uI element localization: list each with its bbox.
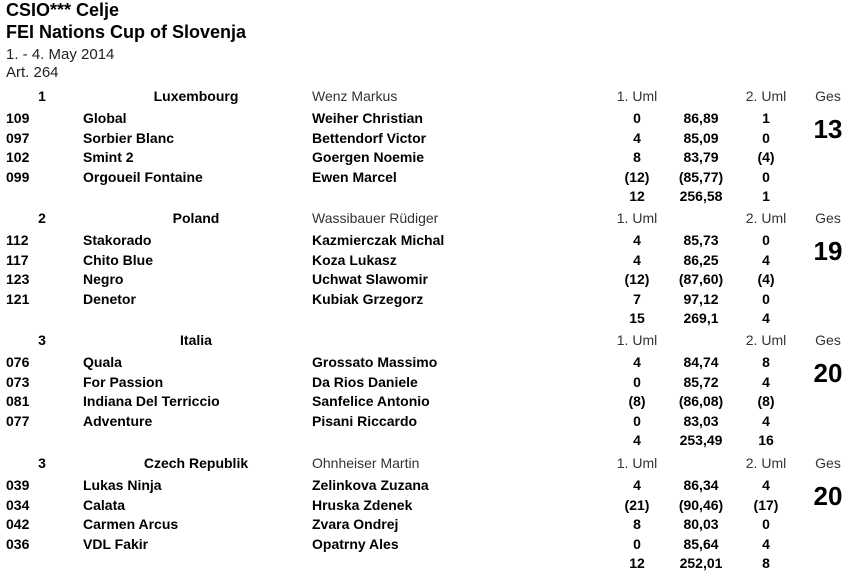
total-label: Ges bbox=[815, 455, 841, 471]
chef-d-equipe: Ohnheiser Martin bbox=[312, 455, 420, 471]
horse-name: Lukas Ninja bbox=[83, 477, 162, 493]
team-country: Poland bbox=[172, 210, 220, 226]
round2-faults: 4 bbox=[762, 373, 770, 390]
round1-faults: (12) bbox=[624, 271, 650, 288]
team-rank: 2 bbox=[38, 210, 46, 226]
round1-time: 83,03 bbox=[683, 412, 719, 429]
round1-faults: (12) bbox=[624, 168, 650, 185]
round2-faults: (4) bbox=[757, 149, 775, 166]
round2-faults: 1 bbox=[762, 110, 770, 126]
rider-number: 039 bbox=[6, 477, 30, 493]
horse-name: Carmen Arcus bbox=[83, 516, 179, 533]
rider-number: 077 bbox=[6, 412, 30, 429]
competition-title: FEI Nations Cup of Slovenja bbox=[6, 22, 247, 42]
rider-name: Zelinkova Zuzana bbox=[312, 477, 429, 493]
rider-name: Zvara Ondrej bbox=[312, 516, 399, 533]
round1-faults: 4 bbox=[633, 232, 641, 248]
rider-number: 034 bbox=[6, 496, 30, 513]
event-dates: 1. - 4. May 2014 bbox=[6, 46, 115, 63]
rider-number: 121 bbox=[6, 290, 30, 307]
round2-faults: (4) bbox=[757, 271, 775, 288]
round1-time: 85,72 bbox=[683, 373, 719, 390]
round1-label: 1. Uml bbox=[616, 332, 658, 348]
rider-name: Sanfelice Antonio bbox=[312, 393, 430, 410]
round1-faults: 0 bbox=[633, 373, 641, 390]
article-number: Art. 264 bbox=[6, 64, 59, 81]
horse-name: Chito Blue bbox=[83, 251, 153, 268]
round2-faults: 0 bbox=[762, 168, 770, 185]
team-sum-round2: 4 bbox=[762, 310, 770, 327]
team-country: Czech Republik bbox=[143, 455, 249, 471]
team-sum-time: 252,01 bbox=[679, 555, 723, 572]
round2-label: 2. Uml bbox=[745, 210, 787, 226]
round2-faults: (8) bbox=[757, 393, 775, 410]
horse-name: Calata bbox=[83, 496, 126, 513]
team-total: 13 bbox=[813, 114, 843, 144]
round2-faults: (17) bbox=[753, 496, 779, 513]
team-country: Luxembourg bbox=[153, 88, 239, 104]
round2-label: 2. Uml bbox=[745, 88, 787, 104]
team-sum-round2: 16 bbox=[758, 432, 774, 449]
round2-faults: 8 bbox=[762, 354, 770, 370]
rider-name: Kubiak Grzegorz bbox=[312, 290, 424, 307]
rider-name: Opatrny Ales bbox=[312, 535, 399, 552]
team-country: Italia bbox=[180, 332, 212, 348]
horse-name: Smint 2 bbox=[83, 149, 134, 166]
rider-name: Kazmierczak Michal bbox=[312, 232, 445, 248]
round2-faults: 0 bbox=[762, 232, 770, 248]
round1-time: 85,73 bbox=[683, 232, 719, 248]
event-title: CSIO*** Celje bbox=[6, 0, 120, 20]
horse-name: Denetor bbox=[83, 290, 136, 307]
round1-time: 84,74 bbox=[683, 354, 719, 370]
team-rank: 3 bbox=[38, 455, 46, 471]
round1-time: (86,08) bbox=[678, 393, 724, 410]
rider-name: Bettendorf Victor bbox=[312, 129, 427, 146]
horse-name: Indiana Del Terriccio bbox=[83, 393, 220, 410]
round2-faults: 4 bbox=[762, 477, 770, 493]
horse-name: Negro bbox=[83, 271, 124, 288]
rider-number: 102 bbox=[6, 149, 30, 166]
rider-number: 081 bbox=[6, 393, 30, 410]
team-total: 20 bbox=[813, 358, 843, 388]
round1-time: 83,79 bbox=[683, 149, 719, 166]
team-sum-round1: 12 bbox=[629, 188, 645, 205]
round1-label: 1. Uml bbox=[616, 210, 658, 226]
team-total: 20 bbox=[813, 481, 843, 511]
horse-name: Quala bbox=[83, 354, 122, 370]
team-rank: 3 bbox=[38, 332, 46, 348]
round2-faults: 0 bbox=[762, 290, 770, 307]
round1-faults: 0 bbox=[633, 412, 641, 429]
team-sum-round1: 12 bbox=[629, 555, 645, 572]
rider-number: 117 bbox=[6, 251, 29, 268]
round1-time: 86,89 bbox=[683, 110, 719, 126]
rider-number: 042 bbox=[6, 516, 30, 533]
total-label: Ges bbox=[815, 88, 841, 104]
rider-name: Pisani Riccardo bbox=[312, 412, 418, 429]
round1-label: 1. Uml bbox=[616, 88, 658, 104]
rider-number: 112 bbox=[6, 232, 29, 248]
round1-faults: 0 bbox=[633, 535, 641, 552]
round2-faults: 4 bbox=[762, 412, 770, 429]
round1-time: 80,03 bbox=[683, 516, 719, 533]
round1-time: 86,34 bbox=[683, 477, 719, 493]
round1-faults: 4 bbox=[633, 354, 641, 370]
rider-name: Koza Lukasz bbox=[312, 251, 397, 268]
round1-time: (90,46) bbox=[678, 496, 724, 513]
horse-name: VDL Fakir bbox=[83, 535, 149, 552]
team-sum-time: 253,49 bbox=[679, 432, 723, 449]
team-sum-round1: 15 bbox=[629, 310, 645, 327]
rider-name: Weiher Christian bbox=[312, 110, 423, 126]
round1-faults: 4 bbox=[633, 129, 641, 146]
round1-label: 1. Uml bbox=[616, 455, 658, 471]
rider-number: 073 bbox=[6, 373, 30, 390]
rider-number: 123 bbox=[6, 271, 30, 288]
total-label: Ges bbox=[815, 210, 841, 226]
round1-faults: 0 bbox=[633, 110, 641, 126]
chef-d-equipe: Wassibauer Rüdiger bbox=[312, 210, 439, 226]
round1-time: (85,77) bbox=[678, 168, 724, 185]
rider-name: Goergen Noemie bbox=[312, 149, 425, 166]
round1-time: (87,60) bbox=[678, 271, 724, 288]
team-sum-round2: 8 bbox=[762, 555, 770, 572]
round2-faults: 4 bbox=[762, 535, 770, 552]
round1-faults: (21) bbox=[624, 496, 650, 513]
round1-faults: (8) bbox=[628, 393, 646, 410]
horse-name: Global bbox=[83, 110, 127, 126]
round1-time: 97,12 bbox=[683, 290, 719, 307]
round1-faults: 7 bbox=[633, 290, 641, 307]
horse-name: Sorbier Blanc bbox=[83, 129, 175, 146]
round1-faults: 8 bbox=[633, 516, 641, 533]
horse-name: Stakorado bbox=[83, 232, 152, 248]
round1-time: 85,09 bbox=[683, 129, 719, 146]
round1-faults: 8 bbox=[633, 149, 641, 166]
round2-faults: 4 bbox=[762, 251, 770, 268]
team-total: 19 bbox=[813, 236, 843, 266]
round2-faults: 0 bbox=[762, 516, 770, 533]
rider-name: Ewen Marcel bbox=[312, 168, 397, 185]
round2-label: 2. Uml bbox=[745, 455, 787, 471]
team-sum-round1: 4 bbox=[633, 432, 641, 449]
team-sum-time: 269,1 bbox=[683, 310, 719, 327]
rider-name: Grossato Massimo bbox=[312, 354, 438, 370]
team-sum-time: 256,58 bbox=[679, 188, 723, 205]
rider-name: Da Rios Daniele bbox=[312, 373, 418, 390]
round2-faults: 0 bbox=[762, 129, 770, 146]
rider-name: Uchwat Slawomir bbox=[312, 271, 428, 288]
horse-name: Adventure bbox=[83, 412, 153, 429]
team-rank: 1 bbox=[38, 88, 46, 104]
team-sum-round2: 1 bbox=[762, 188, 770, 205]
round1-faults: 4 bbox=[633, 477, 641, 493]
horse-name: Orgoueil Fontaine bbox=[83, 168, 203, 185]
rider-number: 109 bbox=[6, 110, 30, 126]
round1-faults: 4 bbox=[633, 251, 641, 268]
horse-name: For Passion bbox=[83, 373, 164, 390]
rider-name: Hruska Zdenek bbox=[312, 496, 413, 513]
rider-number: 076 bbox=[6, 354, 30, 370]
round1-time: 85,64 bbox=[683, 535, 719, 552]
rider-number: 099 bbox=[6, 168, 30, 185]
total-label: Ges bbox=[815, 332, 841, 348]
rider-number: 097 bbox=[6, 129, 30, 146]
chef-d-equipe: Wenz Markus bbox=[312, 88, 398, 104]
round2-label: 2. Uml bbox=[745, 332, 787, 348]
round1-time: 86,25 bbox=[683, 251, 719, 268]
rider-number: 036 bbox=[6, 535, 30, 552]
